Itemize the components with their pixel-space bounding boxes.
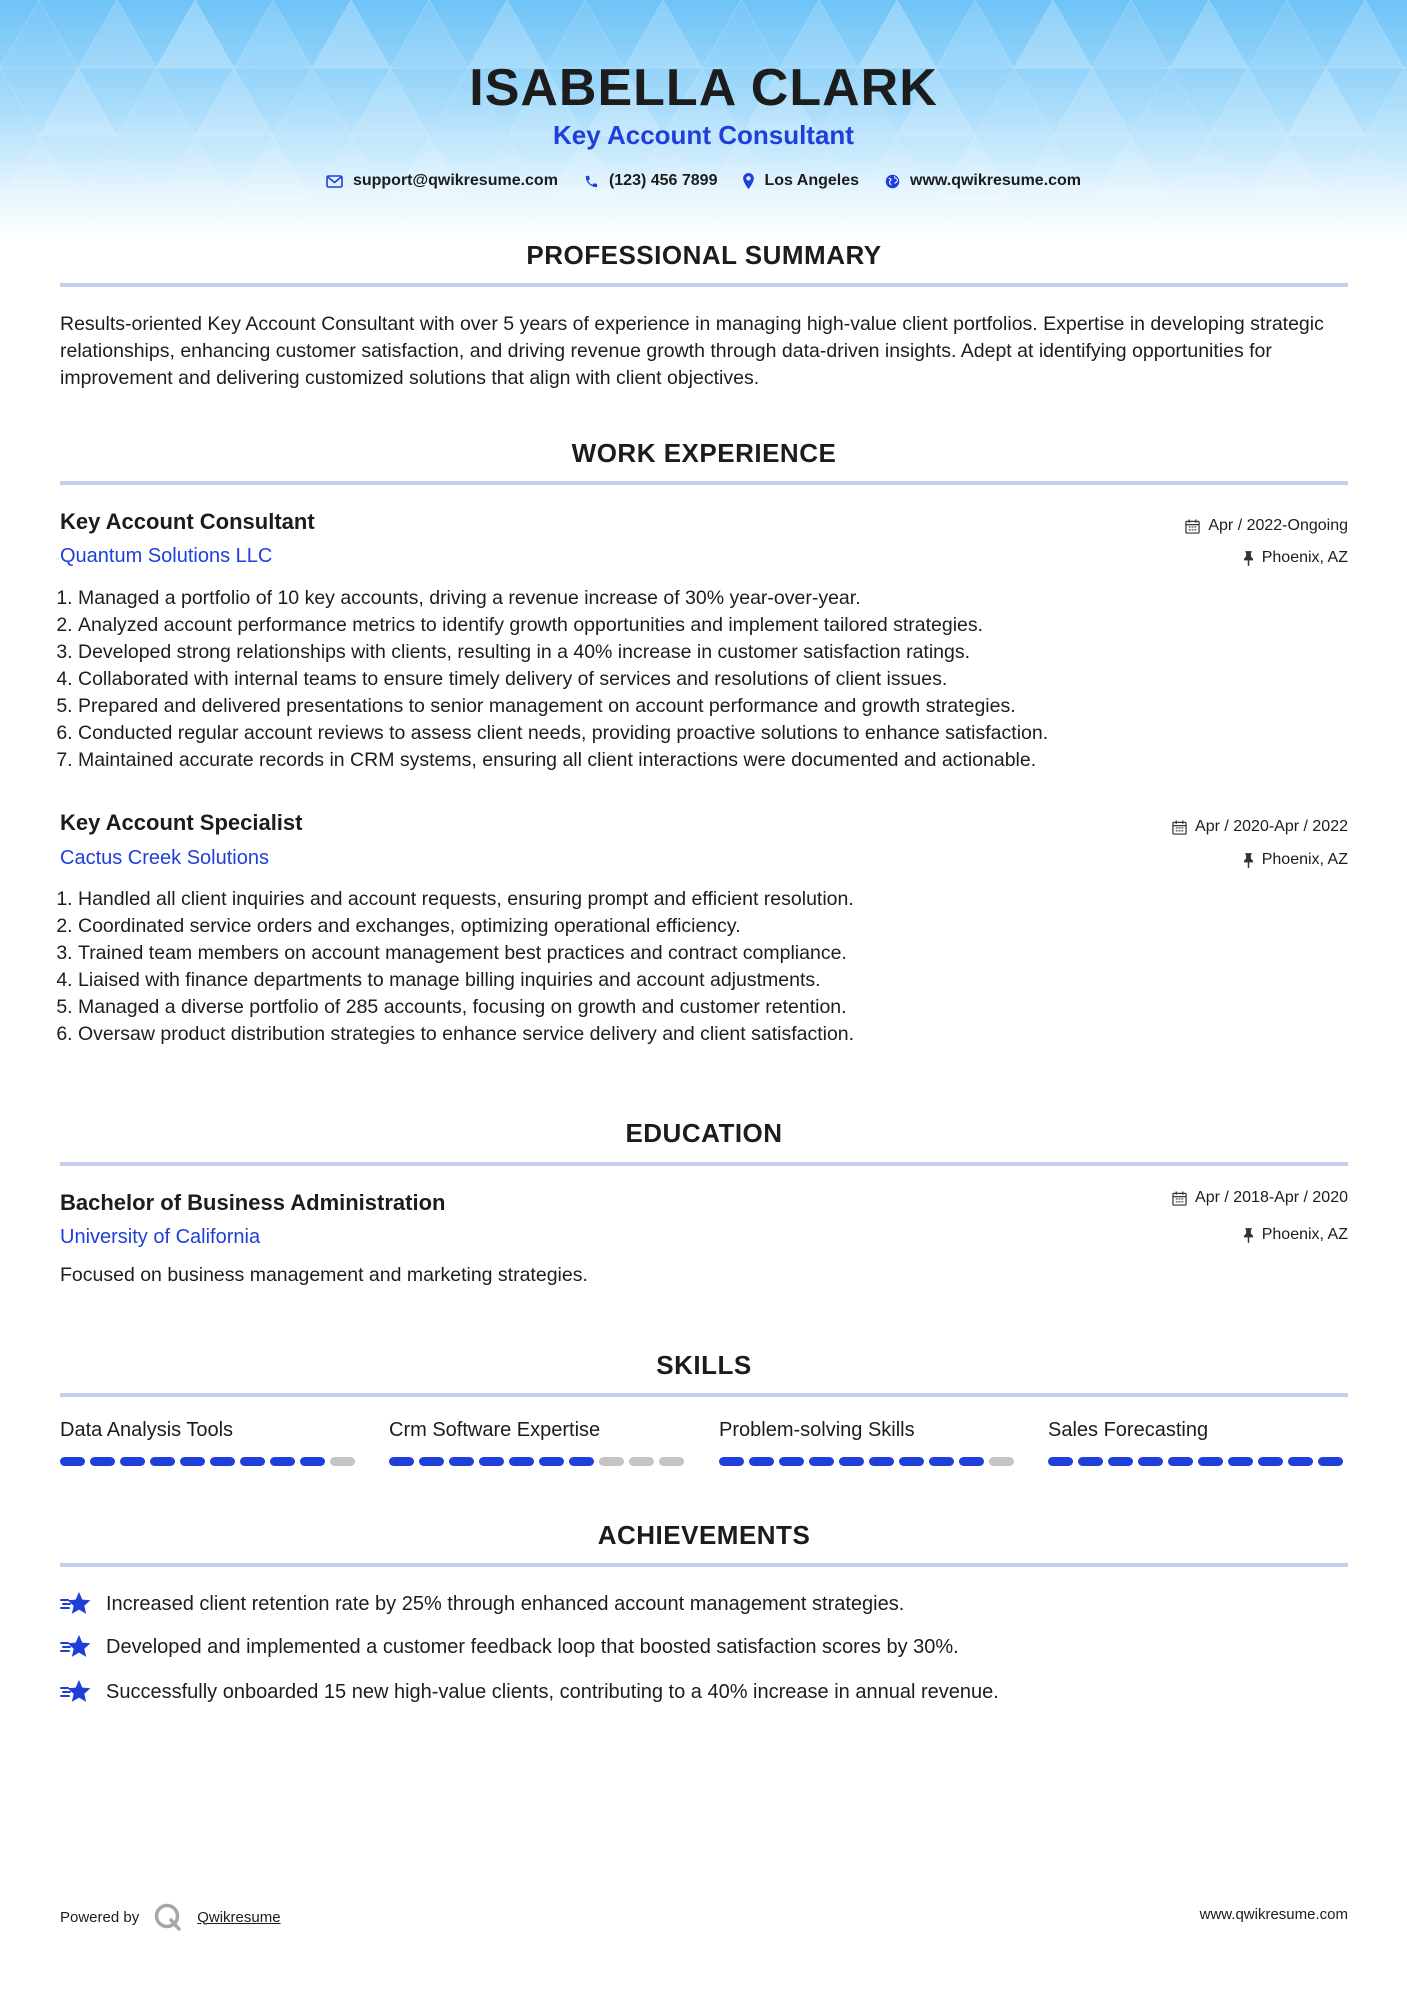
map-pin-icon: [743, 173, 754, 189]
skill-name: Data Analysis Tools: [60, 1419, 234, 1441]
achievement-text: Developed and implemented a customer feedback loop that boosted satisfaction scores by 30%.: [106, 1635, 959, 1658]
skill-level-bar: [60, 1457, 355, 1466]
job-bullet-list: [55, 886, 1368, 1048]
company-name: Quantum Solutions LLC: [60, 545, 273, 567]
skill-segment-empty: [330, 1457, 355, 1466]
job-bullet: 1. Handled all client inquiries and account requests, ensuring prompt and efficient resolution.: [78, 886, 1368, 913]
skill-segment-filled: [1108, 1457, 1133, 1466]
phone-text: (123) 456 7899: [608, 172, 718, 189]
skill-segment-filled: [1138, 1457, 1163, 1466]
achievement-text: Increased client retention rate by 25% through enhanced account management strategies.: [106, 1592, 905, 1615]
skill-segment-filled: [479, 1457, 504, 1466]
achievement-item: [60, 1679, 999, 1705]
globe-icon: [885, 174, 900, 189]
pushpin-icon: [1243, 1228, 1254, 1243]
footer-powered-by: [60, 1902, 281, 1932]
school-name: University of California: [60, 1226, 261, 1248]
qwikresume-link[interactable]: Qwikresume: [197, 1908, 281, 1926]
skill-segment-filled: [839, 1457, 864, 1466]
job-bullet: 6. Conducted regular account reviews to assess client needs, providing proactive solutions to enhance satisfaction.: [78, 720, 1368, 747]
skill-segment-filled: [1228, 1457, 1253, 1466]
job-title: Key Account Consultant: [60, 509, 315, 534]
job-dates-text: Apr / 2022-Ongoing: [1208, 517, 1348, 534]
skill-segment-filled: [899, 1457, 924, 1466]
footer-website[interactable]: www.qwikresume.com: [1199, 1906, 1348, 1923]
pushpin-icon: [1243, 551, 1254, 566]
education-dates-text: Apr / 2018-Apr / 2020: [1195, 1189, 1348, 1206]
job-dates: [1185, 517, 1348, 535]
skill-segment-filled: [569, 1457, 594, 1466]
skill-level-bar: [1048, 1457, 1343, 1466]
contact-location: [743, 172, 859, 190]
skill-level-bar: [719, 1457, 1014, 1466]
job-location-text: Phoenix, AZ: [1261, 549, 1348, 566]
job-bullet: 6. Oversaw product distribution strategies to enhance service delivery and client satisfaction.: [78, 1021, 1368, 1048]
phone-icon: [584, 174, 599, 189]
skill-segment-filled: [539, 1457, 564, 1466]
skill-segment-filled: [1258, 1457, 1283, 1466]
experience-divider: [60, 481, 1348, 485]
skill-segment-filled: [779, 1457, 804, 1466]
skill-segment-filled: [419, 1457, 444, 1466]
skill-segment-filled: [210, 1457, 235, 1466]
skill-name: Crm Software Expertise: [389, 1419, 601, 1441]
job-title: Key Account Specialist: [60, 810, 303, 835]
job-bullet-list: [55, 585, 1368, 774]
education-heading: EDUCATION: [625, 1118, 783, 1148]
skill-segment-filled: [240, 1457, 265, 1466]
skill-segment-empty: [599, 1457, 624, 1466]
job-bullet: 2. Coordinated service orders and exchanges, optimizing operational efficiency.: [78, 913, 1368, 940]
skill-segment-filled: [90, 1457, 115, 1466]
skill-segment-empty: [989, 1457, 1014, 1466]
job-location: [1243, 851, 1348, 869]
skill-segment-filled: [1168, 1457, 1193, 1466]
contact-website[interactable]: [885, 172, 1081, 190]
skill-segment-filled: [60, 1457, 85, 1466]
skill-segment-filled: [180, 1457, 205, 1466]
skill-name: Sales Forecasting: [1048, 1419, 1209, 1441]
job-bullet: 3. Trained team members on account management best practices and contract compliance.: [78, 940, 1368, 967]
candidate-role: Key Account Consultant: [553, 120, 854, 150]
achievement-item: [60, 1634, 959, 1660]
skill-segment-filled: [449, 1457, 474, 1466]
job-bullet: 7. Maintained accurate records in CRM systems, ensuring all client interactions were documented and actionable.: [78, 747, 1368, 774]
job-location: [1243, 549, 1348, 567]
education-description: Focused on business management and marketing strategies.: [60, 1264, 588, 1286]
star-achievement-icon: [60, 1591, 92, 1617]
candidate-name: ISABELLA CLARK: [469, 59, 938, 117]
skill-segment-filled: [809, 1457, 834, 1466]
skill-segment-filled: [389, 1457, 414, 1466]
education-location: [1243, 1226, 1348, 1244]
skill-segment-empty: [629, 1457, 654, 1466]
skill-segment-filled: [509, 1457, 534, 1466]
skills-heading: SKILLS: [656, 1350, 752, 1380]
calendar-icon: [1172, 1191, 1187, 1206]
envelope-icon: [326, 175, 343, 188]
qwikresume-logo-icon: [153, 1902, 183, 1932]
skill-segment-filled: [749, 1457, 774, 1466]
company-name: Cactus Creek Solutions: [60, 847, 269, 869]
job-bullet: 3. Developed strong relationships with clients, resulting in a 40% increase in customer satisfaction ratings.: [78, 639, 1368, 666]
skill-segment-filled: [300, 1457, 325, 1466]
job-bullet: 5. Prepared and delivered presentations to senior management on account performance and growth strategies.: [78, 693, 1368, 720]
summary-heading: PROFESSIONAL SUMMARY: [526, 240, 882, 270]
job-location-text: Phoenix, AZ: [1261, 851, 1348, 868]
achievement-item: [60, 1591, 904, 1617]
skills-divider: [60, 1393, 1348, 1397]
email-text: support@qwikresume.com: [352, 172, 558, 189]
job-dates: [1172, 818, 1348, 836]
job-bullet: 4. Collaborated with internal teams to ensure timely delivery of services and resolutions of client issues.: [78, 666, 1368, 693]
experience-heading: WORK EXPERIENCE: [571, 438, 837, 468]
skill-segment-filled: [1288, 1457, 1313, 1466]
skill-segment-filled: [1198, 1457, 1223, 1466]
education-location-text: Phoenix, AZ: [1261, 1226, 1348, 1243]
pushpin-icon: [1243, 853, 1254, 868]
education-divider: [60, 1162, 1348, 1166]
skill-segment-filled: [270, 1457, 295, 1466]
skill-level-bar: [389, 1457, 684, 1466]
skill-segment-filled: [719, 1457, 744, 1466]
skill-segment-filled: [1048, 1457, 1073, 1466]
skill-segment-filled: [1078, 1457, 1103, 1466]
location-text: Los Angeles: [764, 172, 860, 189]
skill-segment-filled: [929, 1457, 954, 1466]
skill-segment-filled: [150, 1457, 175, 1466]
achievements-heading: ACHIEVEMENTS: [597, 1520, 811, 1550]
job-bullet: 5. Managed a diverse portfolio of 285 accounts, focusing on growth and customer retention.: [78, 994, 1368, 1021]
skill-segment-filled: [1318, 1457, 1343, 1466]
skill-segment-empty: [659, 1457, 684, 1466]
contact-phone[interactable]: [584, 172, 718, 190]
calendar-icon: [1172, 820, 1187, 835]
summary-divider: [60, 283, 1348, 287]
education-dates: [1172, 1189, 1348, 1207]
website-text: www.qwikresume.com: [910, 172, 1082, 189]
skill-segment-filled: [959, 1457, 984, 1466]
achievement-text: Successfully onboarded 15 new high-value clients, contributing to a 40% increase in annual revenue.: [106, 1680, 999, 1703]
summary-text: Results-oriented Key Account Consultant with over 5 years of experience in managing high-value client portfolios. Expertise in developing strategic relationships, enhancing customer satisfaction, and driving revenue growth through data-driven insights. Adept at identifying opportunities for improvement and delivering customized solutions that align with client objectives.: [60, 313, 1324, 389]
job-bullet: 2. Analyzed account performance metrics to identify growth opportunities and implement tailored strategies.: [78, 612, 1368, 639]
powered-by-label: Powered by: [60, 1908, 140, 1926]
star-achievement-icon: [60, 1679, 92, 1705]
job-dates-text: Apr / 2020-Apr / 2022: [1195, 818, 1348, 835]
star-achievement-icon: [60, 1634, 92, 1660]
job-bullet: 1. Managed a portfolio of 10 key accounts, driving a revenue increase of 30% year-over-year.: [78, 585, 1368, 612]
contact-email[interactable]: [326, 172, 558, 190]
skill-name: Problem-solving Skills: [719, 1419, 915, 1441]
skill-segment-filled: [869, 1457, 894, 1466]
skill-segment-filled: [120, 1457, 145, 1466]
job-bullet: 4. Liaised with finance departments to manage billing inquiries and account adjustments.: [78, 967, 1368, 994]
degree-title: Bachelor of Business Administration: [60, 1190, 446, 1215]
contact-bar: [0, 172, 1407, 190]
achievements-divider: [60, 1563, 1348, 1567]
calendar-icon: [1185, 519, 1200, 534]
